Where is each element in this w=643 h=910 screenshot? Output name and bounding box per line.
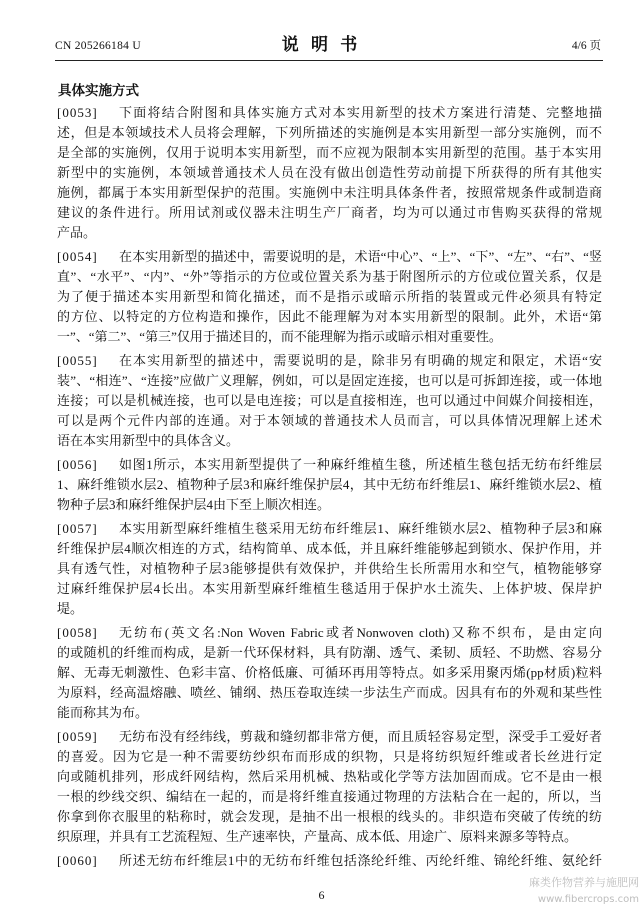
text-line: 可以是两个元件内部的连通。对于本领域的普通技术人员而言，可以具体情况理解上述术 — [57, 413, 602, 428]
text-line: 物种子层3和麻纤维保护层4由下至上顺次相连。 — [57, 497, 331, 512]
text-line: 解、无毒无刺激性、色彩丰富、价格低廉、可循环再用等特点。如多采用聚丙烯(pp材质)粒料 — [57, 665, 602, 680]
text-line: 述，但是本领域技术人员将会理解，下列所描述的实施例是本实用新型一部分实施例，而不 — [57, 125, 602, 140]
text-line: 织原理，并具有工艺流程短、生产速率快，产量高、成本低、用途广、原料来源多等特点。 — [57, 829, 578, 844]
text-line: 连接；可以是机械连接，也可以是电连接；可以是直接相连，也可以通过中间媒介间接相连， — [57, 393, 602, 408]
paragraph-number: [0060] — [57, 853, 98, 868]
page-counter: 4/6 页 — [571, 40, 601, 52]
text-line — [57, 623, 602, 643]
document-type-title: 说 明 书 — [281, 35, 362, 54]
text-line: 产品。 — [57, 225, 97, 240]
text-line-content: 本实用新型麻纤维植生毯采用无纺布纤维层1、麻纤维锁水层2、植物种子层3和麻 — [119, 521, 602, 536]
text-line: 的方位、以特定的方位构造和操作，因此不能理解为对本实用新型的限制。此外，术语“第 — [57, 309, 602, 324]
text-line-content: 无纺布(英文名:Non Woven Fabric或者Nonwoven cloth)又称不织布，是由定向 — [119, 625, 602, 640]
watermark-url: www.fibercrops.com — [537, 894, 639, 905]
text-line — [57, 351, 602, 371]
text-line: 向或随机排列，形成纤网结构，然后采用机械、热粘或化学等方法加固而成。它不是由一根 — [57, 769, 602, 784]
text-line-content: 无纺布没有经纬线，剪裁和缝纫都非常方便，而且质轻容易定型，深受手工爱好者 — [119, 729, 602, 744]
page-number: 6 — [318, 888, 325, 902]
paragraph-0055 — [57, 351, 602, 451]
text-line-content: 所述无纺布纤维层1中的无纺布纤维包括涤纶纤维、丙纶纤维、锦纶纤维、氨纶纤 — [119, 853, 602, 868]
text-line: 的或随机的纤维而构成，是新一代环保材料，具有防潮、透气、柔韧、质轻、不助燃、容易分 — [57, 645, 602, 660]
header-rule — [55, 60, 603, 61]
text-line: 语在本实用新型中的具体含义。 — [57, 433, 240, 448]
text-line: 你拿到你衣服里的粘称时，就会发现，是抽不出一根根的线头的。非织造布突破了传统的纺 — [57, 809, 602, 824]
text-line: 过麻纤维保护层4长出。本实用新型麻纤维植生毯适用于保护水土流失、上体护坡、保岸护 — [57, 581, 602, 596]
paragraph-0058 — [57, 623, 602, 723]
paragraph-number: [0057] — [57, 521, 98, 536]
text-line — [57, 851, 602, 871]
text-line: 是全部的实施例，仅用于说明本实用新型，而不应视为限制本实用新型的范围。基于本实用 — [57, 145, 602, 160]
text-line-content: 在本实用新型的描述中，需要说明的是，术语“中心”、“上”、“下”、“左”、“右”、“竖 — [119, 249, 602, 264]
text-line-content: 如图1所示，本实用新型提供了一种麻纤维植生毯，所述植生毯包括无纺布纤维层 — [119, 457, 602, 472]
text-line: 施例，都属于本实用新型保护的范围。实施例中未注明具体条件者，按照常规条件或制造商 — [57, 185, 602, 200]
text-line: 为了便于描述本实用新型和简化描述，而不是指示或暗示所指的装置或元件必须具有特定 — [57, 289, 602, 304]
text-line — [57, 455, 602, 475]
paragraph-number: [0054] — [57, 249, 98, 264]
paragraph-number: [0059] — [57, 729, 98, 744]
text-line: 一”、“第二”、“第三”仅用于描述目的，而不能理解为指示或暗示相对重要性。 — [57, 329, 502, 344]
watermark-site-name: 麻类作物营养与施肥网 — [529, 876, 639, 889]
paragraph-number: [0056] — [57, 457, 98, 472]
text-line: 堤。 — [57, 601, 84, 616]
section-heading: 具体实施方式 — [58, 83, 139, 98]
paragraph-number: [0053] — [57, 105, 98, 120]
text-line-content: 下面将结合附图和具体实施方式对本实用新型的技术方案进行清楚、完整地描 — [119, 105, 602, 120]
text-line: 为原料，经高温熔融、喷丝、铺纲、热压卷取连续一步法生产而成。因具有布的外观和某些性 — [57, 685, 602, 700]
text-line — [57, 519, 602, 539]
text-line — [57, 727, 602, 747]
description-body — [57, 103, 602, 871]
text-line: 装”、“相连”、“连接”应做广义理解，例如，可以是固定连接，也可以是可拆卸连接，或一体地 — [57, 373, 602, 388]
document-number: CN 205266184 U — [55, 40, 141, 52]
text-line: 能而称其为布。 — [57, 705, 149, 720]
text-line: 具有透气性，对植物种子层3能够提供有效保护，并供给生长所需用水和空气，植物能够穿 — [57, 561, 602, 576]
paragraph-0059 — [57, 727, 602, 847]
paragraph-0060 — [57, 851, 602, 871]
text-line: 1、麻纤维锁水层2、植物种子层3和麻纤维保护层4，其中无纺布纤维层1、麻纤维锁水层2、植 — [57, 477, 602, 492]
paragraph-0057 — [57, 519, 602, 619]
text-line: 纤维保护层4顺次相连的方式，结构简单、成本低，并且麻纤维能够起到锁水、保护作用，并 — [57, 541, 602, 556]
paragraph-number: [0055] — [57, 353, 98, 368]
paragraph-0053 — [57, 103, 602, 243]
text-line: 一根的纱线交织、编结在一起的，而是将纤维直接通过物理的方法粘合在一起的，所以，当 — [57, 789, 602, 804]
text-line: 的喜爱。因为它是一种不需要纺纱织布而形成的织物，只是将纺织短纤维或者长丝进行定 — [57, 749, 602, 764]
text-line: 直”、“水平”、“内”、“外”等指示的方位或位置关系为基于附图所示的方位或位置关系，仅是 — [57, 269, 602, 284]
text-line — [57, 247, 602, 267]
text-line — [57, 103, 602, 123]
text-line: 新型中的实施例，本领域普通技术人员在没有做出创造性劳动前提下所获得的所有其他实 — [57, 165, 602, 180]
paragraph-number: [0058] — [57, 625, 98, 640]
paragraph-0056 — [57, 455, 602, 515]
paragraph-0054 — [57, 247, 602, 347]
text-line: 建议的条件进行。所用试剂或仪器未注明生产厂商者，均为可以通过市售购买获得的常规 — [57, 205, 602, 220]
text-line-content: 在本实用新型的描述中，需要说明的是，除非另有明确的规定和限定，术语“安 — [119, 353, 602, 368]
